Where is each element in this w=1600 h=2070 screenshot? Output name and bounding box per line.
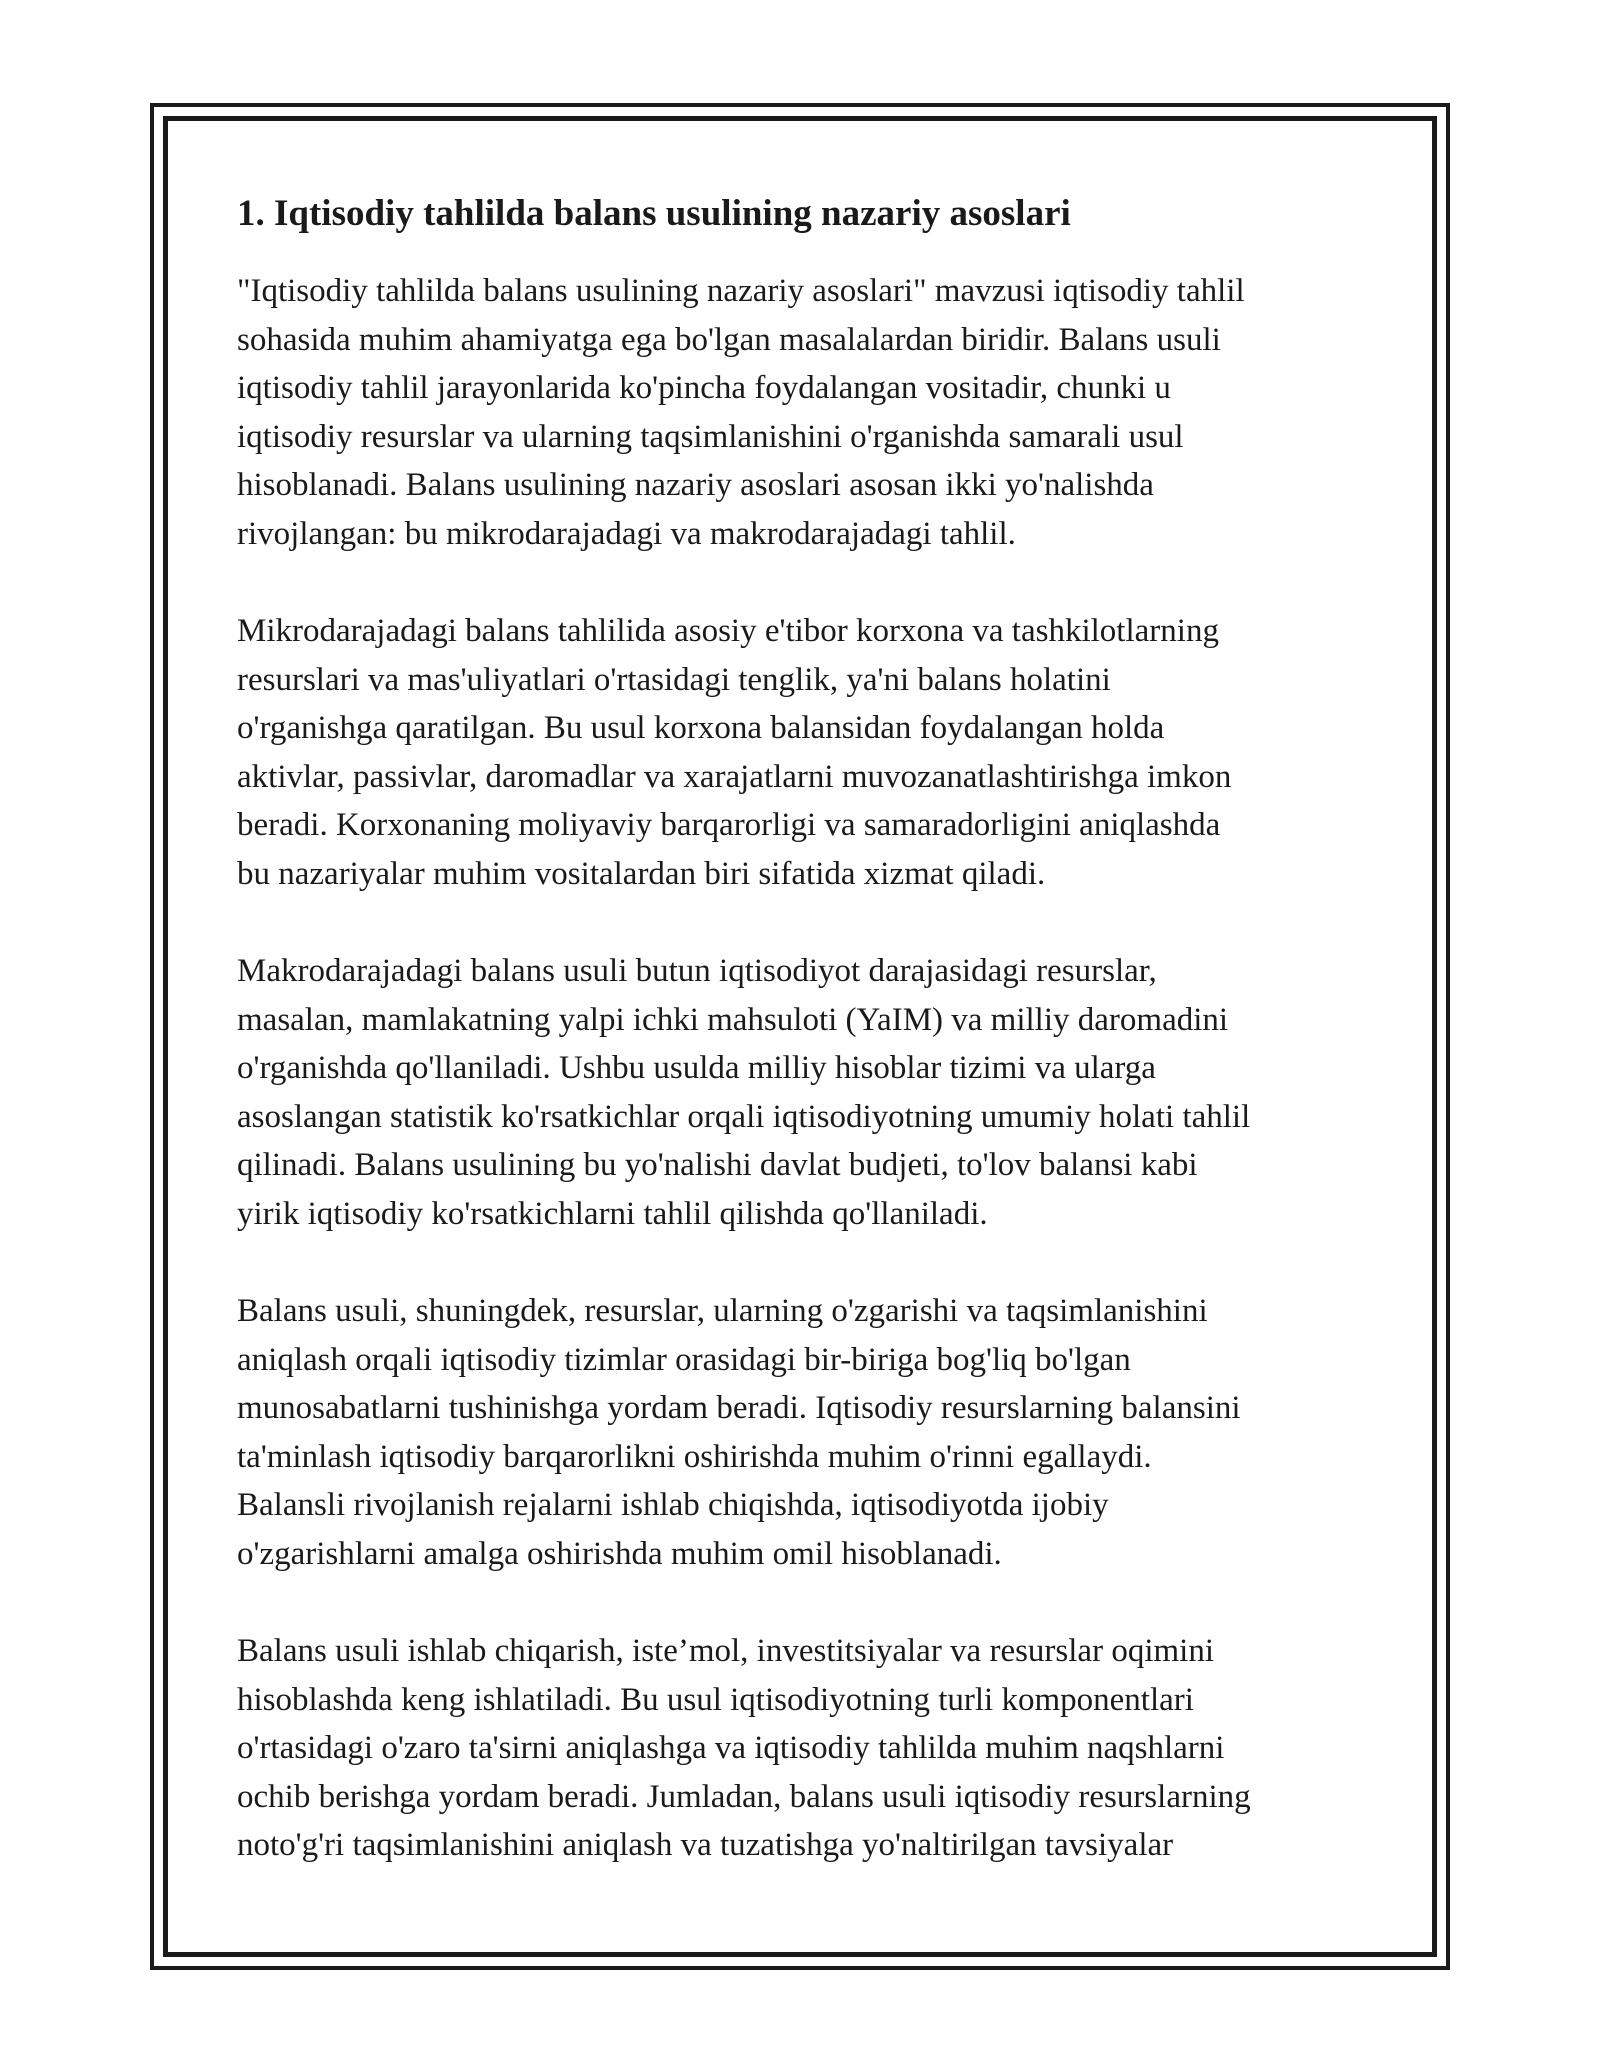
paragraph-4: Balans usuli, shuningdek, resurslar, ularning o'zgarishi va taqsimlanishini aniqlash orqali iqtisodiy tizimlar orasidagi bir-biriga bog'liq bo'lgan munosabatlarni tushinishga yordam beradi. Iqtisodiy resurslarning balansini ta'minlash iqtisodiy barqarorlikni oshirishda muhim o'rinni egallaydi. Balansli rivojlanish rejalarni ishlab chiqishda, iqtisodiyotda ijobiy o'zgarishlarni amalga oshirishda muhim omil hisoblanadi. xyxy=(237,1293,1241,1572)
paragraph-2: Mikrodarajadagi balans tahlilida asosiy e'tibor korxona va tashkilotlarning resurslari va mas'uliyatlari o'rtasidagi tenglik, ya'ni balans holatini o'rganishga qaratilgan. Bu usul korxona balansidan foydalangan holda aktivlar, passivlar, daromadlar va xarajatlarni muvozanatlashtirishga imkon beradi. Korxonaning moliyaviy barqarorligi va samaradorligini aniqlashda bu nazariyalar muhim vositalardan biri sifatida xizmat qiladi. xyxy=(237,613,1232,892)
paragraph-5: Balans usuli ishlab chiqarish, iste’mol, investitsiyalar va resurslar oqimini hisoblashda keng ishlatiladi. Bu usul iqtisodiyotning turli komponentlari o'rtasidagi o'zaro ta'sirni aniqlashga va iqtisodiy tahlilda muhim naqshlarni ochib berishga yordam beradi. Jumladan, balans usuli iqtisodiy resurslarning noto'g'ri taqsimlanishini aniqlash va tuzatishga yo'naltirilgan tavsiyalar xyxy=(237,1633,1251,1863)
section-heading: 1. Iqtisodiy tahlilda balans usulining nazariy asoslari xyxy=(237,193,1071,234)
paragraph-1: "Iqtisodiy tahlilda balans usulining nazariy asoslari" mavzusi iqtisodiy tahlil sohasida muhim ahamiyatga ega bo'lgan masalalardan biridir. Balans usuli iqtisodiy tahlil jarayonlarida ko'pincha foydalangan vositadir, chunki u iqtisodiy resurslar va ularning taqsimlanishini o'rganishda samarali usul hisoblanadi. Balans usulining nazariy asoslari asosan ikki yo'nalishda rivojlangan: bu mikrodarajadagi va makrodarajadagi tahlil. xyxy=(237,273,1245,552)
document-body xyxy=(237,186,1367,1919)
paragraph-3: Makrodarajadagi balans usuli butun iqtisodiyot darajasidagi resurslar, masalan, mamlakatning yalpi ichki mahsuloti (YaIM) va milliy daromadini o'rganishda qo'llaniladi. Ushbu usulda milliy hisoblar tizimi va ularga asoslangan statistik ko'rsatkichlar orqali iqtisodiyotning umumiy holati tahlil qilinadi. Balans usulining bu yo'nalishi davlat budjeti, to'lov balansi kabi yirik iqtisodiy ko'rsatkichlarni tahlil qilishda qo'llaniladi. xyxy=(237,953,1251,1232)
